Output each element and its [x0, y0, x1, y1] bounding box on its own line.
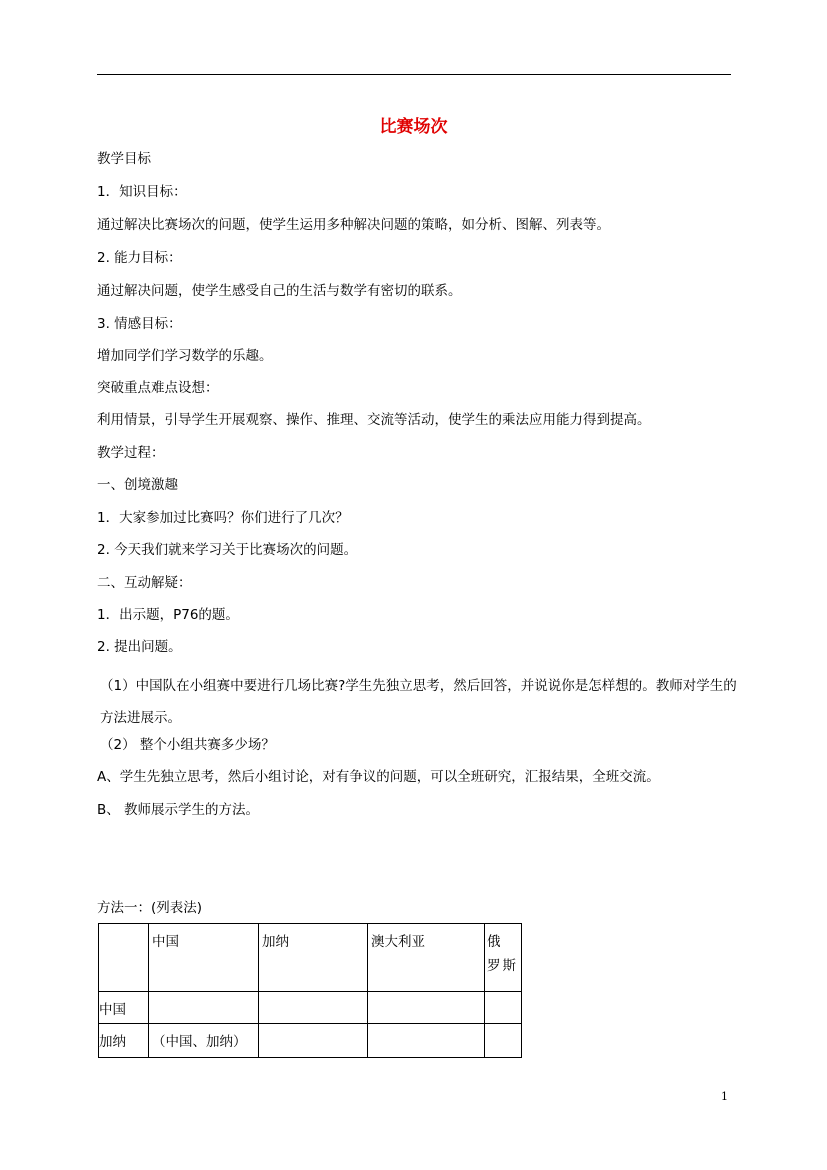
key-points-text: 利用情景，引导学生开展观察、操作、推理、交流等活动，使学生的乘法应用能力得到提高。 — [97, 412, 651, 428]
question-1-paragraph: （1）中国队在小组赛中要进行几场比赛?学生先独立思考，然后回答，并说说你是怎样想的。教师对学生的方法进展示。 — [100, 678, 737, 726]
section-two-item-2: 2. 提出问题。 — [97, 639, 182, 655]
section-one-item-1: 1．大家参加过比赛吗？你们进行了几次？ — [97, 510, 349, 526]
goal-knowledge-label: 1．知识目标： — [97, 184, 187, 200]
table-header-cell: 中国 — [149, 924, 259, 992]
table-row — [99, 1024, 522, 1058]
goal-ability-text: 通过解决问题，使学生感受自己的生活与数学有密切的联系。 — [97, 283, 462, 299]
goal-emotion-label: 3. 情感目标： — [97, 316, 182, 332]
table-row — [99, 992, 522, 1024]
method-one-label: 方法一：(列表法) — [97, 900, 203, 916]
question-2: （2） 整个小组共赛多少场？ — [100, 737, 275, 753]
section-one-heading: 一、创境激趣 — [97, 477, 178, 493]
table-cell — [368, 992, 485, 1024]
section-two-heading: 二、互动解疑： — [97, 575, 192, 591]
table-cell: （中国、加纳） — [149, 1024, 259, 1058]
goal-emotion-text: 增加同学们学习数学的乐趣。 — [97, 348, 273, 364]
section-two-item-1: 1．出示题，P76的题。 — [97, 607, 239, 623]
table-header-cell: 俄 罗斯 — [485, 924, 522, 992]
match-table — [98, 923, 522, 1058]
document-title: 比赛场次 — [379, 117, 448, 137]
key-points-heading: 突破重点难点设想： — [97, 380, 219, 396]
table-cell — [99, 924, 149, 992]
table-cell — [149, 992, 259, 1024]
table-cell: 加纳 — [99, 1024, 149, 1058]
heading-teaching-goals: 教学目标 — [97, 151, 151, 167]
table-cell: 中国 — [99, 992, 149, 1024]
table-cell — [485, 992, 522, 1024]
page-number: 1 — [721, 1090, 728, 1103]
process-heading: 教学过程： — [97, 445, 165, 461]
table-cell — [485, 1024, 522, 1058]
table-header-cell: 加纳 — [259, 924, 368, 992]
step-a: A、学生先独立思考，然后小组讨论，对有争议的问题，可以全班研究，汇报结果，全班交流。 — [97, 769, 660, 785]
goal-knowledge-text: 通过解决比赛场次的问题，使学生运用多种解决问题的策略，如分析、图解、列表等。 — [97, 217, 610, 233]
section-one-item-2: 2. 今天我们就来学习关于比赛场次的问题。 — [97, 542, 358, 558]
table-cell — [368, 1024, 485, 1058]
table-cell — [259, 992, 368, 1024]
table-row — [99, 924, 522, 992]
table-cell — [259, 1024, 368, 1058]
table-header-cell: 澳大利亚 — [368, 924, 485, 992]
step-b: B、 教师展示学生的方法。 — [97, 802, 260, 818]
header-rule — [97, 74, 731, 75]
goal-ability-label: 2. 能力目标： — [97, 250, 182, 266]
